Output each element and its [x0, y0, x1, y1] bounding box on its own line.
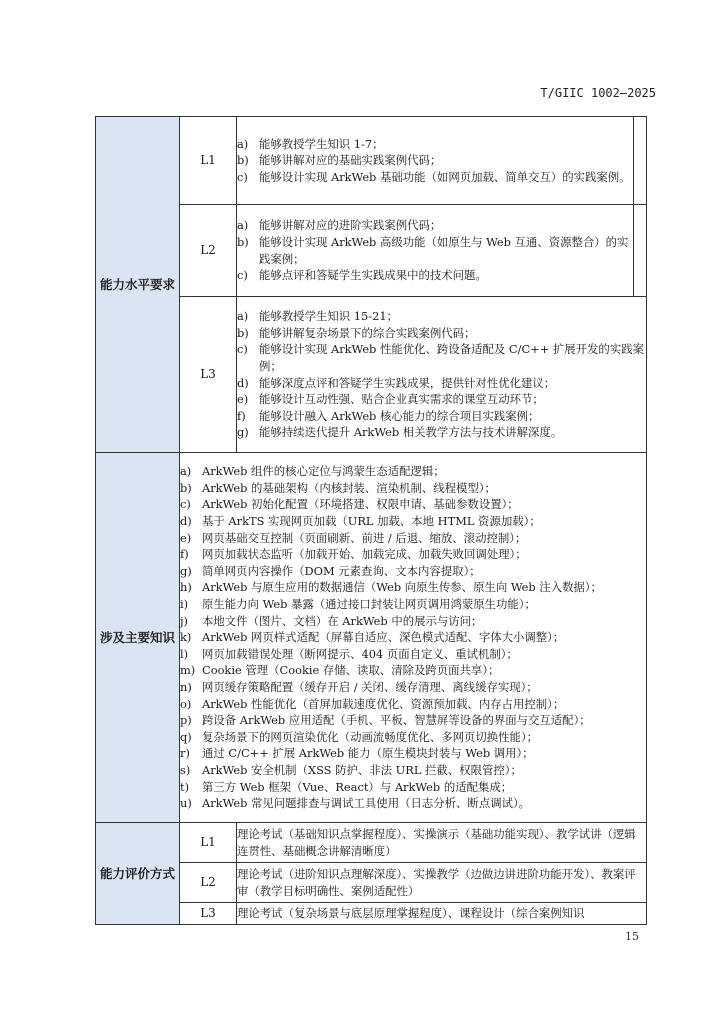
ability-content-l2: [237, 205, 634, 297]
item-text: 网页缓存策略配置（缓存开启 / 关闭、缓存清理、离线缓存实现）；: [202, 679, 538, 694]
ability-content-l3: [237, 297, 647, 453]
item-text: 通过 C/C++ 扩展 ArkWeb 能力（原生模块封装与 Web 调用）；: [202, 746, 534, 761]
right-margin-cell: [634, 205, 647, 297]
item-marker: l): [180, 646, 189, 661]
list-item: [237, 408, 646, 425]
list-item: [180, 579, 646, 596]
ability-level-label: L3: [180, 297, 237, 453]
item-marker: d): [237, 375, 249, 390]
item-text: 简单网页内容操作（DOM 元素查询、文本内容提取）；: [202, 563, 481, 578]
item-marker: n): [180, 679, 192, 694]
list-item: [180, 513, 646, 530]
item-text: ArkWeb 网页样式适配（屏幕自适应、深色模式适配、字体大小调整）；: [202, 630, 565, 645]
evaluation-text-l3: 理论考试（复杂场景与底层原理掌握程度）、课程设计（综合案例知识: [237, 903, 647, 925]
item-text: 能够设计实现 ArkWeb 性能优化、跨设备适配及 C/C++ 扩展开发的实践案例；: [259, 342, 644, 373]
item-marker: a): [237, 309, 249, 324]
list-item: [180, 463, 646, 480]
item-text: ArkWeb 常见问题排查与调试工具使用（日志分析、断点调试）。: [202, 796, 531, 811]
evaluation-text-l2: 理论考试（进阶知识点理解深度）、实操教学（边做边讲进阶功能开发）、教案评审（教学目标明确性、案例适配性）: [237, 863, 647, 903]
item-marker: h): [180, 580, 192, 595]
item-marker: g): [237, 425, 249, 440]
item-marker: a): [180, 464, 192, 479]
item-marker: c): [237, 342, 248, 357]
item-marker: d): [180, 514, 192, 529]
list-item: [180, 596, 646, 613]
item-marker: b): [237, 325, 249, 340]
item-text: 基于 ArkTS 实现网页加载（URL 加载、本地 HTML 资源加载）；: [202, 514, 541, 529]
ability-level-label: L1: [180, 117, 237, 205]
item-text: 能够设计实现 ArkWeb 高级功能（如原生与 Web 互通、资源整合）的实践案例；: [259, 234, 629, 266]
ability-content-l1: [237, 117, 634, 205]
item-marker: f): [180, 547, 189, 562]
item-text: 能够持续迭代提升 ArkWeb 相关教学方法与技术讲解深度。: [259, 425, 563, 440]
item-marker: m): [180, 663, 196, 678]
item-marker: a): [237, 218, 249, 233]
evaluation-text-l1: 理论考试（基础知识点掌握程度）、实操演示（基础功能实现）、教学试讲（逻辑连贯性、基础概念讲解清晰度）: [237, 823, 647, 863]
item-marker: a): [237, 136, 249, 151]
list-item: [237, 424, 646, 441]
item-text: 能够教授学生知识 1-7；: [259, 136, 384, 151]
item-marker: i): [180, 597, 189, 612]
item-text: 复杂场景下的网页渲染优化（动画流畅度优化、多网页切换性能）；: [202, 729, 539, 744]
list-item: [237, 234, 633, 267]
item-text: Cookie 管理（Cookie 存储、读取、清除及跨页面共享）；: [202, 663, 500, 678]
item-marker: b): [237, 153, 249, 168]
item-marker: p): [180, 713, 192, 728]
list-item: [237, 308, 646, 325]
list-item: [180, 696, 646, 713]
item-text: 能够讲解对应的基础实践案例代码；: [259, 153, 442, 168]
item-marker: g): [180, 563, 192, 578]
list-item: [237, 375, 646, 392]
item-text: 能够深度点评和答疑学生实践成果，提供针对性优化建议；: [259, 375, 556, 390]
list-item: [180, 629, 646, 646]
item-marker: c): [237, 268, 248, 283]
item-marker: q): [180, 729, 192, 744]
item-marker: b): [237, 234, 249, 249]
ability-section-label: 能力水平要求: [96, 117, 180, 453]
item-marker: b): [180, 480, 192, 495]
item-text: 能够设计实现 ArkWeb 基础功能（如网页加载、简单交互）的实践案例。: [259, 169, 631, 184]
list-item: [180, 779, 646, 796]
list-item: [180, 546, 646, 563]
item-marker: e): [180, 530, 192, 545]
evaluation-level-label: L3: [180, 903, 237, 925]
list-item: [180, 613, 646, 630]
knowledge-section-label: 涉及主要知识: [96, 453, 180, 823]
item-marker: c): [180, 497, 191, 512]
item-marker: f): [237, 408, 246, 423]
standard-code: T/GIIC 1002—2025: [540, 86, 656, 100]
list-item: [180, 712, 646, 729]
list-item: [237, 136, 633, 153]
ability-row-l1: [96, 117, 647, 205]
item-text: ArkWeb 的基础架构（内核封装、渲染机制、线程模型）；: [202, 480, 496, 495]
list-item: [180, 530, 646, 547]
item-text: 能够教授学生知识 15-21；: [259, 309, 398, 324]
item-marker: e): [237, 392, 249, 407]
list-item: [180, 762, 646, 779]
list-item: [180, 662, 646, 679]
item-text: 网页加载错误处理（断网提示、404 页面自定义、重试机制）；: [202, 646, 518, 661]
list-item: [180, 745, 646, 762]
ability-level-label: L2: [180, 205, 237, 297]
item-text: 本地文件（图片、文档）在 ArkWeb 中的展示与访问；: [202, 613, 483, 628]
item-text: ArkWeb 组件的核心定位与鸿蒙生态适配逻辑；: [202, 464, 445, 479]
list-item: [180, 480, 646, 497]
item-text: 能够设计互动性强、贴合企业真实需求的课堂互动环节；: [259, 392, 544, 407]
item-marker: s): [180, 762, 191, 777]
item-text: 能够点评和答疑学生实践成果中的技术问题。: [259, 268, 487, 283]
evaluation-section-label: 能力评价方式: [96, 823, 180, 925]
list-item: [237, 267, 633, 284]
evaluation-level-label: L1: [180, 823, 237, 863]
item-text: 网页加载状态监听（加载开始、加载完成、加载失败回调处理）；: [202, 547, 527, 562]
list-item: [237, 169, 633, 186]
list-item: [180, 563, 646, 580]
item-text: 网页基础交互控制（页面刷新、前进 / 后退、缩放、滚动控制）；: [202, 530, 527, 545]
item-text: 能够设计融入 ArkWeb 核心能力的综合项目实践案例；: [259, 408, 540, 423]
knowledge-list: [180, 453, 647, 823]
item-text: 能够讲解复杂场景下的综合实践案例代码；: [259, 325, 476, 340]
list-item: [180, 679, 646, 696]
knowledge-row: [96, 453, 647, 823]
item-marker: u): [180, 796, 192, 811]
item-marker: c): [237, 169, 248, 184]
item-text: 跨设备 ArkWeb 应用适配（手机、平板、智慧屏等设备的界面与交互适配）；: [202, 713, 591, 728]
item-text: 第三方 Web 框架（Vue、React）与 ArkWeb 的适配集成；: [202, 779, 513, 794]
item-text: 能够讲解对应的进阶实践案例代码；: [259, 218, 442, 233]
right-margin-cell: [634, 117, 647, 205]
evaluation-row-l1: [96, 823, 647, 863]
list-item: [237, 152, 633, 169]
page-number: 15: [625, 930, 639, 943]
item-marker: j): [180, 613, 188, 628]
item-marker: o): [180, 696, 192, 711]
item-marker: k): [180, 630, 192, 645]
list-item: [237, 391, 646, 408]
item-text: ArkWeb 性能优化（首屏加载速度优化、资源预加载、内存占用控制）；: [202, 696, 565, 711]
list-item: [237, 217, 633, 234]
evaluation-level-label: L2: [180, 863, 237, 903]
list-item: [180, 496, 646, 513]
item-text: ArkWeb 与原生应用的数据通信（Web 向原生传参、原生向 Web 注入数据）；: [202, 580, 602, 595]
item-text: ArkWeb 安全机制（XSS 防护、非法 URL 拦截、权限管控）；: [202, 762, 522, 777]
item-text: ArkWeb 初始化配置（环境搭建、权限申请、基础参数设置）；: [202, 497, 519, 512]
list-item: [180, 795, 646, 812]
list-item: [180, 729, 646, 746]
spec-table: [95, 116, 647, 925]
list-item: [237, 341, 646, 374]
item-marker: t): [180, 779, 190, 794]
item-text: 原生能力向 Web 暴露（通过接口封装让网页调用鸿蒙原生功能）；: [202, 597, 536, 612]
item-marker: r): [180, 746, 190, 761]
list-item: [180, 646, 646, 663]
list-item: [237, 325, 646, 342]
